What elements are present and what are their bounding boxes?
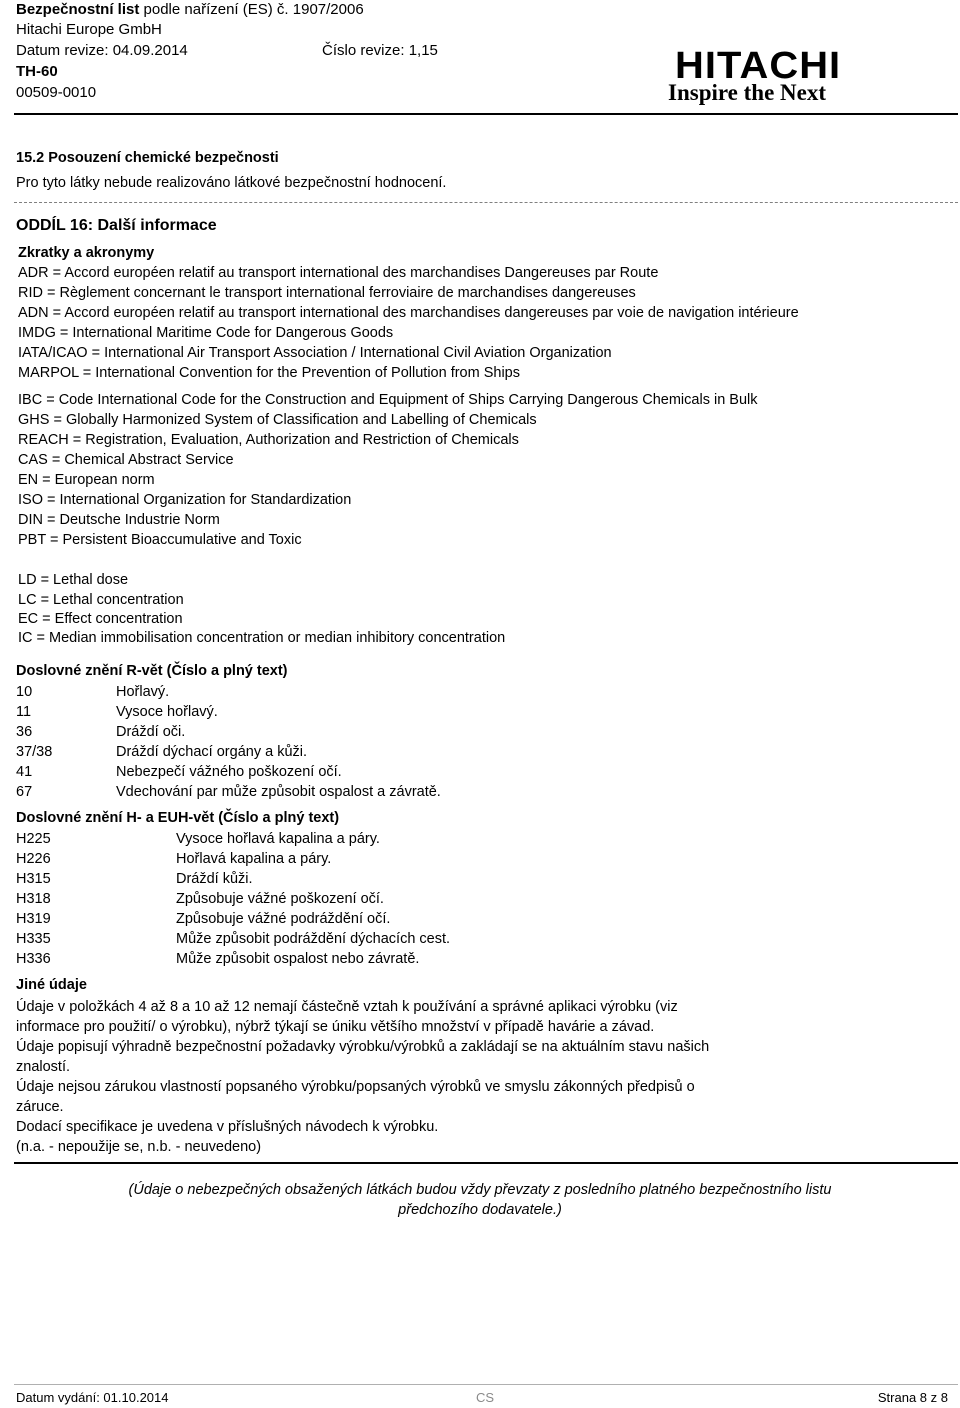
abbrev-item: REACH = Registration, Evaluation, Authorization and Restriction of Chemicals	[18, 432, 519, 448]
other-info-line: Údaje popisují výhradně bezpečnostní požadavky výrobku/výrobků a zakládají se na aktuálním stavu našich	[16, 1039, 710, 1055]
h-phrase-code: H336	[16, 951, 51, 967]
document-title-bold: Bezpečnostní list	[16, 1, 140, 18]
supplier-note-line-2: předchozího dodavatele.)	[398, 1202, 562, 1218]
revision-date: Datum revize: 04.09.2014	[16, 42, 188, 59]
abbrev-item: RID = Règlement concernant le transport international ferroviaire de marchandises dangereuses	[18, 285, 636, 301]
r-phrase-text: Vdechování par může způsobit ospalost a závratě.	[116, 784, 441, 800]
abbrev-item: IBC = Code International Code for the Construction and Equipment of Ships Carrying Dangerous Chemicals in Bulk	[18, 392, 758, 408]
footer-language: CS	[476, 1390, 495, 1405]
header-divider	[14, 113, 958, 115]
h-phrases-heading: Doslovné znění H- a EUH-vět (Číslo a plný text)	[16, 810, 340, 826]
r-phrase-code: 11	[16, 704, 32, 720]
r-phrase-text: Dráždí oči.	[116, 724, 186, 740]
h-phrase-code: H315	[16, 871, 51, 887]
other-info-line: záruce.	[16, 1099, 64, 1115]
other-info-line: Údaje nejsou zárukou vlastností popsaného výrobku/popsaných výrobků ve smyslu zákonných předpisů o	[16, 1079, 695, 1095]
abbrev-item: EN = European norm	[18, 472, 155, 488]
h-phrase-code: H318	[16, 891, 51, 907]
h-phrase-text: Vysoce hořlavá kapalina a páry.	[176, 831, 380, 847]
company-name: Hitachi Europe GmbH	[16, 21, 162, 38]
h-phrase-text: Dráždí kůži.	[176, 871, 253, 887]
r-phrase-code: 36	[16, 724, 33, 740]
abbrev-heading: Zkratky a akronymy	[18, 245, 155, 261]
r-phrase-code: 37/38	[16, 744, 53, 760]
footer-divider	[14, 1384, 958, 1385]
h-phrase-text: Může způsobit podráždění dýchacích cest.	[176, 931, 451, 947]
r-phrase-text: Hořlavý.	[116, 684, 170, 700]
document-title	[16, 0, 364, 20]
document-title-regulation: podle nařízení (ES) č. 1907/2006	[139, 1, 364, 18]
h-phrase-code: H319	[16, 911, 51, 927]
abbrev-item: IMDG = International Maritime Code for Dangerous Goods	[18, 325, 394, 341]
r-phrases-heading: Doslovné znění R-vět (Číslo a plný text)	[16, 663, 288, 679]
abbrev-item: LC = Lethal concentration	[18, 592, 184, 608]
r-phrase-code: 10	[16, 684, 33, 700]
r-phrase-code: 67	[16, 784, 33, 800]
abbrev-item: EC = Effect concentration	[18, 611, 183, 627]
abbrev-item: PBT = Persistent Bioaccumulative and Toxic	[18, 532, 302, 548]
h-phrase-text: Hořlavá kapalina a páry.	[176, 851, 332, 867]
abbrev-item: DIN = Deutsche Industrie Norm	[18, 512, 220, 528]
h-phrase-code: H335	[16, 931, 51, 947]
h-phrase-text: Způsobuje vážné poškození očí.	[176, 891, 384, 907]
other-info-line: (n.a. - nepoužije se, n.b. - neuvedeno)	[16, 1139, 262, 1155]
section-15-2-text: Pro tyto látky nebude realizováno látkové bezpečnostní hodnocení.	[16, 175, 447, 191]
r-phrase-code: 41	[16, 764, 33, 780]
other-info-line: informace pro použití/ o výrobku), nýbrž týkají se úniku většího množství v případě havárie a závad.	[16, 1019, 655, 1035]
revision-number: Číslo revize: 1,15	[322, 42, 438, 59]
r-phrase-text: Dráždí dýchací orgány a kůži.	[116, 744, 308, 760]
h-phrase-code: H225	[16, 831, 51, 847]
other-info-line: Dodací specifikace je uvedena v příslušných návodech k výrobku.	[16, 1119, 439, 1135]
section-15-2-heading: 15.2 Posouzení chemické bezpečnosti	[16, 150, 279, 166]
r-phrase-text: Vysoce hořlavý.	[116, 704, 218, 720]
other-info-heading: Jiné údaje	[16, 977, 87, 993]
h-phrase-text: Způsobuje vážné podráždění očí.	[176, 911, 391, 927]
abbrev-item: GHS = Globally Harmonized System of Classification and Labelling of Chemicals	[18, 412, 537, 428]
abbrev-item: CAS = Chemical Abstract Service	[18, 452, 234, 468]
product-code: 00509-0010	[16, 84, 97, 101]
other-info-line: znalostí.	[16, 1059, 70, 1075]
logo-tagline: Inspire the Next	[668, 80, 827, 105]
section-divider	[14, 202, 958, 203]
footer-page-number: Strana 8 z 8	[877, 1390, 948, 1405]
abbrev-item: ISO = International Organization for Standardization	[18, 492, 352, 508]
supplier-note-line-1: (Údaje o nebezpečných obsažených látkách budou vždy převzaty z posledního platného bezpečnostního listu	[128, 1182, 832, 1198]
abbrev-item: MARPOL = International Convention for the Prevention of Pollution from Ships	[18, 365, 520, 381]
product-name: TH-60	[16, 63, 58, 80]
h-phrase-code: H226	[16, 851, 51, 867]
abbrev-item: ADN = Accord européen relatif au transport international des marchandises dangereuses par voie de navigation intérieure	[18, 305, 799, 321]
logo-wordmark: HITACHI	[675, 45, 842, 87]
abbrev-item: ADR = Accord européen relatif au transport international des marchandises Dangereuses par Route	[18, 265, 659, 281]
abbrev-item: IATA/ICAO = International Air Transport Association / International Civil Aviation Organization	[18, 345, 612, 361]
footer-issue-date: Datum vydání: 01.10.2014	[16, 1390, 169, 1405]
section-end-divider	[14, 1162, 958, 1164]
r-phrase-text: Nebezpečí vážného poškození očí.	[116, 764, 342, 780]
h-phrase-text: Může způsobit ospalost nebo závratě.	[176, 951, 420, 967]
section-16-title: ODDÍL 16: Další informace	[16, 217, 217, 234]
abbrev-item: IC = Median immobilisation concentration or median inhibitory concentration	[18, 630, 506, 646]
abbrev-item: LD = Lethal dose	[18, 572, 129, 588]
other-info-line: Údaje v položkách 4 až 8 a 10 až 12 nemají částečně vztah k používání a správné aplikaci výrobku (viz	[16, 999, 678, 1015]
